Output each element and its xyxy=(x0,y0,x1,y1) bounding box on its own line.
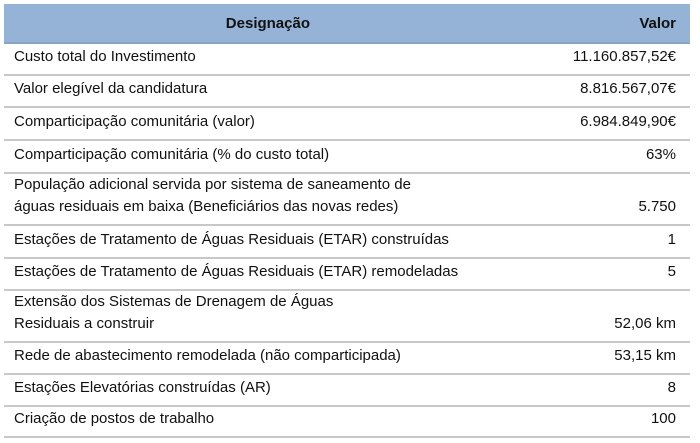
row-designation: Estações de Tratamento de Águas Residuais (ETAR) remodeladas xyxy=(14,263,459,280)
row-value: 5 xyxy=(667,263,676,280)
row-value: 8 xyxy=(667,379,676,396)
row-value: 6.984.849,90€ xyxy=(580,113,676,130)
column-header-designation: Designação xyxy=(225,14,310,32)
table-row xyxy=(4,343,690,375)
table-row xyxy=(4,108,690,141)
table-row xyxy=(4,407,690,438)
row-designation: Comparticipação comunitária (% do custo total) xyxy=(14,146,330,163)
table-header xyxy=(4,4,690,44)
row-designation: Estações Elevatórias construídas (AR) xyxy=(14,379,271,396)
row-value: 11.160.857,52€ xyxy=(572,48,676,65)
table-row xyxy=(4,259,690,291)
row-value: 52,06 km xyxy=(614,315,676,332)
table-row xyxy=(4,375,690,407)
row-designation: Valor elegível da candidatura xyxy=(14,80,208,97)
investment-table xyxy=(4,4,690,438)
row-value: 100 xyxy=(650,410,676,427)
row-designation: Extensão dos Sistemas de Drenagem de Águas Residuais a construir xyxy=(14,293,334,332)
table-row xyxy=(4,76,690,108)
table-row xyxy=(4,226,690,259)
row-designation: Custo total do Investimento xyxy=(14,48,196,65)
row-designation: Criação de postos de trabalho xyxy=(14,410,215,427)
row-designation: População adicional servida por sistema de saneamento de águas residuais em baixa (Beneficiários das novas redes) xyxy=(14,176,411,215)
table-row xyxy=(4,141,690,174)
row-value: 8.816.567,07€ xyxy=(580,80,676,97)
table-row xyxy=(4,174,690,226)
row-value: 5.750 xyxy=(638,198,676,215)
row-designation: Rede de abastecimento remodelada (não comparticipada) xyxy=(14,347,401,364)
row-designation: Comparticipação comunitária (valor) xyxy=(14,113,255,130)
row-designation: Estações de Tratamento de Águas Residuais (ETAR) construídas xyxy=(14,231,449,248)
row-value: 53,15 km xyxy=(614,347,676,364)
column-header-value: Valor xyxy=(639,14,676,32)
table-row xyxy=(4,291,690,343)
table-row xyxy=(4,44,690,76)
row-value: 63% xyxy=(645,146,676,163)
row-value: 1 xyxy=(667,231,676,248)
